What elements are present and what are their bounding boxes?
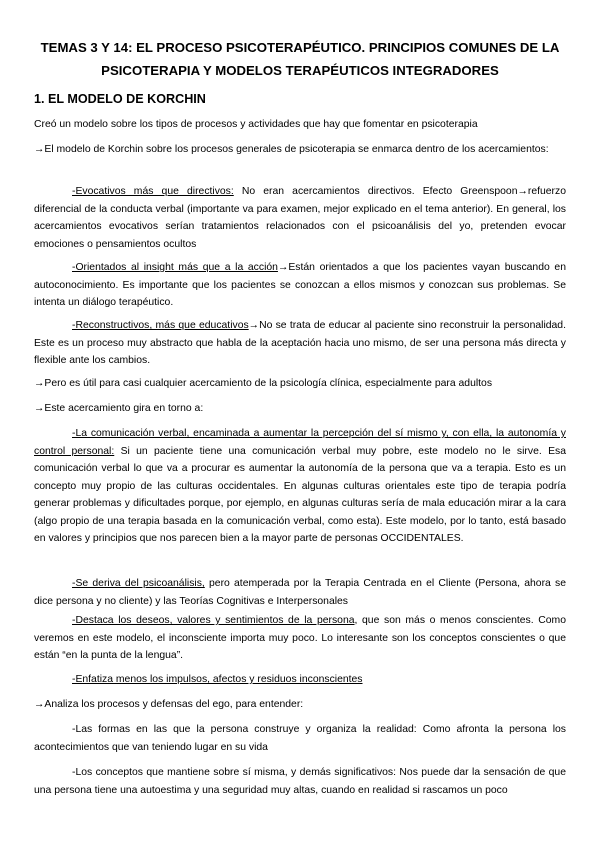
psicoanalisis-text: pero atemperada por la Terapia Centrada en el Cliente (Persona, ahora se dice persona y no cliente) y las Teorías Cognitivas e Interpersonales: [34, 578, 567, 607]
title-line-1: TEMAS 3 Y 14: EL PROCESO PSICOTERAPÉUTICO. PRINCIPIOS COMUNES DE LA: [40, 40, 560, 55]
title-line-2: PSICOTERAPIA Y MODELOS TERAPÉUTICOS INTEGRADORES: [101, 63, 499, 78]
evocativos-text: No eran acercamientos directivos. Efecto Greenspoon→refuerzo diferencial de la conducta verbal (importante va para examen, mejor explicado en el tema anterior). En general, los acercamientos evocativos serían tratamientos relacionados con el psicoanálisis del yo, pretenden evocar emociones o pensamientos ocultos: [34, 186, 566, 250]
reconstructivos-text: →No se trata de educar al paciente sino reconstruir la personalidad. Este es un proceso muy abstracto que habla de la aceptación hacia uno mismo, de ser una persona más directa y flexible ante los cambios.: [34, 320, 566, 366]
paragraph-psicoanalisis: [34, 575, 566, 610]
evocativos-heading: -Evocativos más que directivos:: [72, 186, 234, 197]
paragraph-reconstructivos: [34, 317, 566, 370]
paragraph-analiza: →Analiza los procesos y defensas del ego, para entender:: [34, 699, 304, 710]
paragraph-destaca: [34, 612, 566, 665]
paragraph-formas: -Las formas en las que la persona construye y organiza la realidad: Como afronta la persona los acontecimientos que van teniendo lugar en su vida: [34, 724, 566, 753]
comunicacion-text: Si un paciente tiene una comunicación verbal muy pobre, este modelo no le sirve. Esa comunicación verbal lo que va a procurar es aumentar la autonomía de la persona que va a terapia. Esto es un concepto muy propio de las culturas occidentales. En algunas culturas orientales este tipo de terapia podría generar problemas y dificultades porque, por ejemplo, en algunas culturas sería de mala educación mirar a la cara (algo propio de una terapia basada en la comunicación verbal, como esta). Este modelo, por lo tanto, está basado en valores y principios que nos parecen bien a la mayor parte de personas OCCIDENTALES.: [34, 445, 566, 544]
destaca-heading: -Destaca los deseos, valores y sentimientos de la persona: [72, 615, 355, 626]
paragraph-comunicacion: [34, 425, 566, 548]
enfatiza-heading: -Enfatiza menos los impulsos, afectos y residuos inconscientes: [72, 674, 363, 685]
paragraph-util: →Pero es útil para casi cualquier acercamiento de la psicología clínica, especialmente para adultos: [34, 378, 493, 389]
destaca-text: , que son más o menos conscientes. Como veremos en este modelo, el inconsciente importa muy poco. Lo interesante son los conceptos conscientes o que están “en la punta de la lengua”.: [34, 615, 566, 661]
section-heading: 1. EL MODELO DE KORCHIN: [34, 92, 206, 106]
paragraph-insight: [34, 259, 566, 312]
insight-text: →Están orientados a que los pacientes vayan buscando en autoconocimiento. Es importante que los pacientes se conozcan a ellos mismos y conozcan sus problemas. Se intenta un diálogo terapéutico.: [34, 262, 566, 308]
psicoanalisis-heading: -Se deriva del psicoanálisis,: [72, 578, 205, 589]
paragraph-intro: Creó un modelo sobre los tipos de procesos y actividades que hay que fomentar en psicoterapia: [34, 119, 478, 130]
paragraph-conceptos: -Los conceptos que mantiene sobre sí misma, y demás significativos: Nos puede dar la sensación de que una persona tiene una autoestima y una seguridad muy altas, cuando en realidad si rascamos un poco: [34, 767, 566, 796]
document-title: [28, 36, 572, 82]
comunicacion-heading: -La comunicación verbal, encaminada a aumentar la percepción del sí mismo y, con ella, la autonomía y control personal:: [34, 428, 566, 457]
paragraph-korchin: →El modelo de Korchin sobre los procesos generales de psicoterapia se enmarca dentro de los acercamientos:: [34, 144, 549, 155]
reconstructivos-heading: -Reconstructivos, más que educativos: [72, 320, 249, 331]
paragraph-evocativos: [34, 183, 566, 253]
insight-heading: -Orientados al insight más que a la acción: [72, 262, 278, 273]
paragraph-enfatiza: [34, 671, 566, 689]
paragraph-gira: →Este acercamiento gira en torno a:: [34, 403, 204, 414]
